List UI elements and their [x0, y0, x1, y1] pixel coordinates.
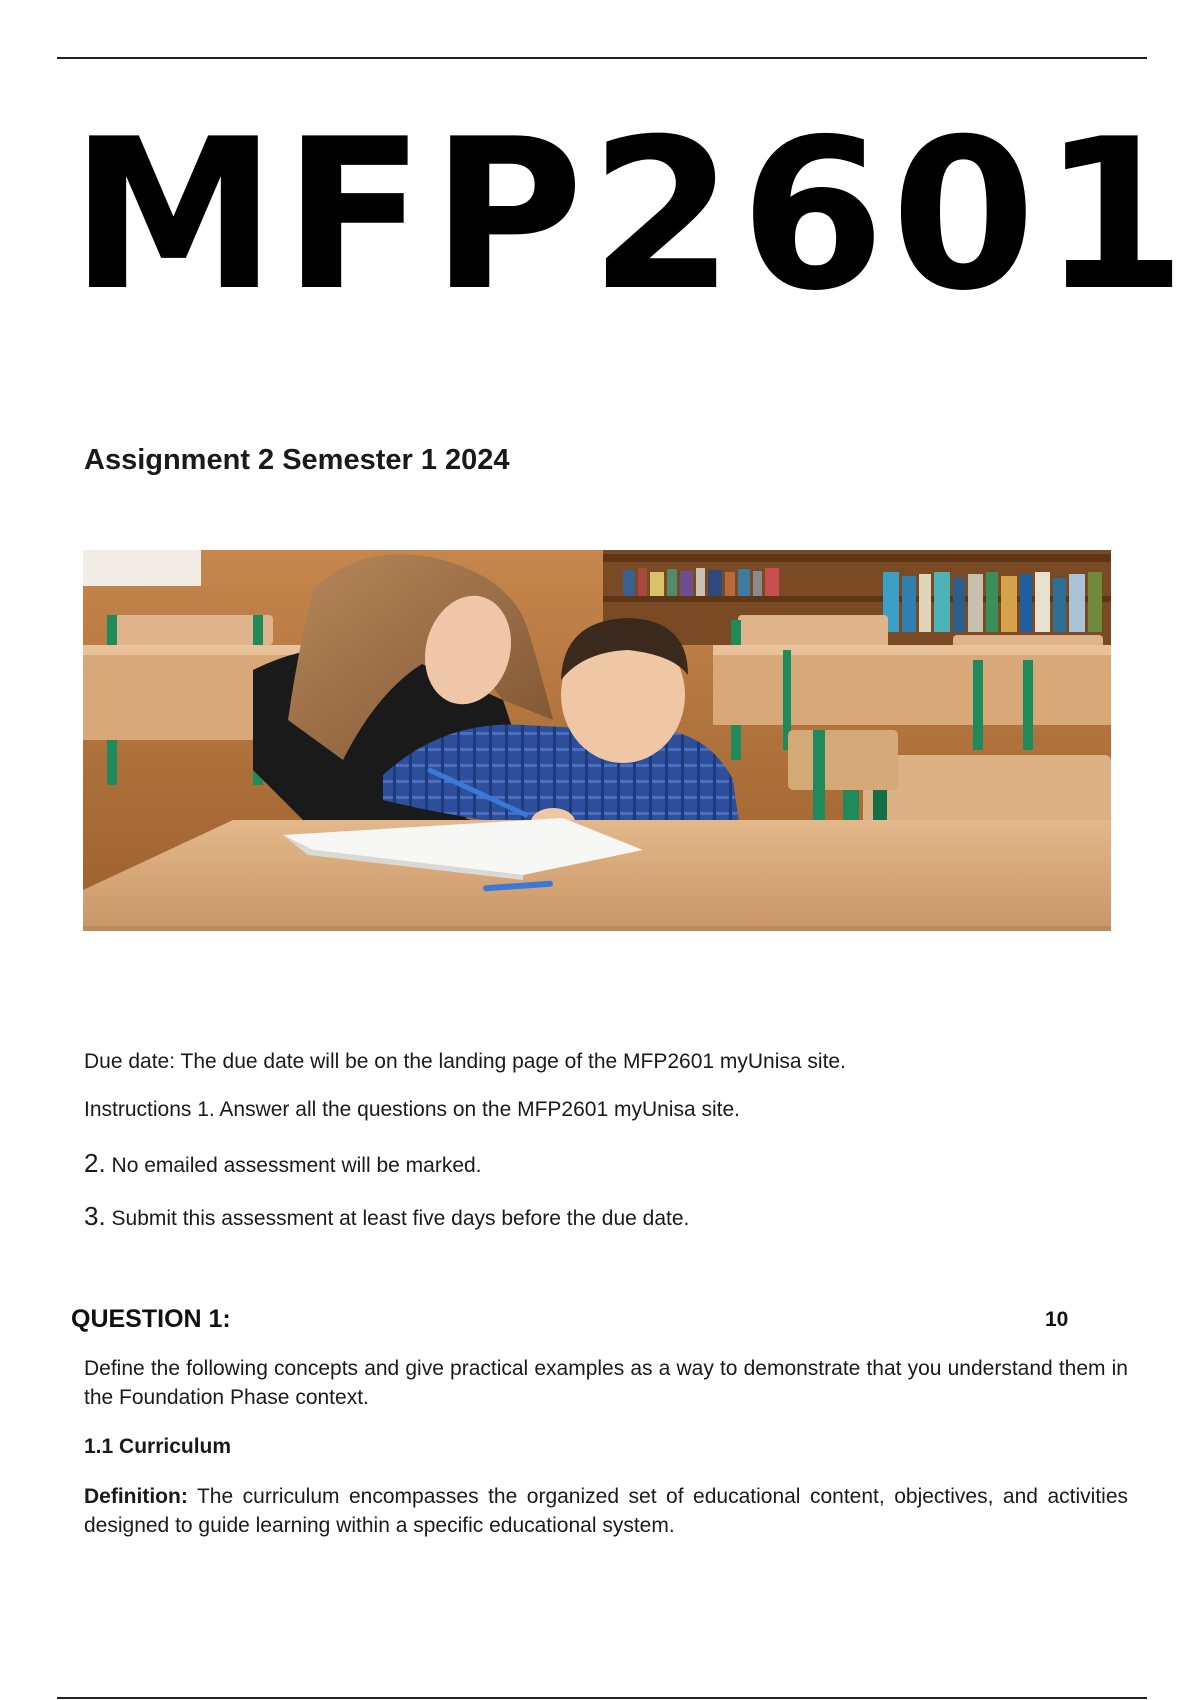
- instruction-2-text: No emailed assessment will be marked.: [111, 1154, 482, 1177]
- question-1-title: QUESTION 1:: [71, 1305, 231, 1333]
- question-1-marks: 10: [1045, 1308, 1069, 1331]
- section-heading-curriculum: 1.1 Curriculum: [84, 1435, 232, 1458]
- due-date-text: Due date: The due date will be on the landing page of the MFP2601 myUnisa site.: [84, 1050, 846, 1073]
- question-1-intro: Define the following concepts and give practical examples as a way to demonstrate that you understand them in the Foundation Phase context.: [84, 1357, 1128, 1409]
- definition-label: Definition:: [84, 1485, 188, 1508]
- instruction-2-number: 2.: [84, 1148, 106, 1178]
- teacher-helping-boy-photo: [83, 550, 1111, 931]
- course-code-title: MFP2601: [70, 95, 1193, 337]
- instructions-line: Instructions 1. Answer all the questions on the MFP2601 myUnisa site.: [84, 1098, 740, 1121]
- bottom-rule: [57, 1697, 1147, 1699]
- instruction-3-number: 3.: [84, 1201, 106, 1231]
- assignment-subtitle: Assignment 2 Semester 1 2024: [84, 444, 510, 476]
- instruction-3-text: Submit this assessment at least five days before the due date.: [111, 1207, 690, 1230]
- curriculum-definition: [84, 1482, 1128, 1540]
- top-rule: [57, 57, 1147, 59]
- instruction-3: [84, 1201, 689, 1232]
- instruction-2: [84, 1148, 482, 1179]
- definition-text: The curriculum encompasses the organized set of educational content, objectives, and activities designed to guide learning within a specific educational system.: [84, 1485, 1128, 1537]
